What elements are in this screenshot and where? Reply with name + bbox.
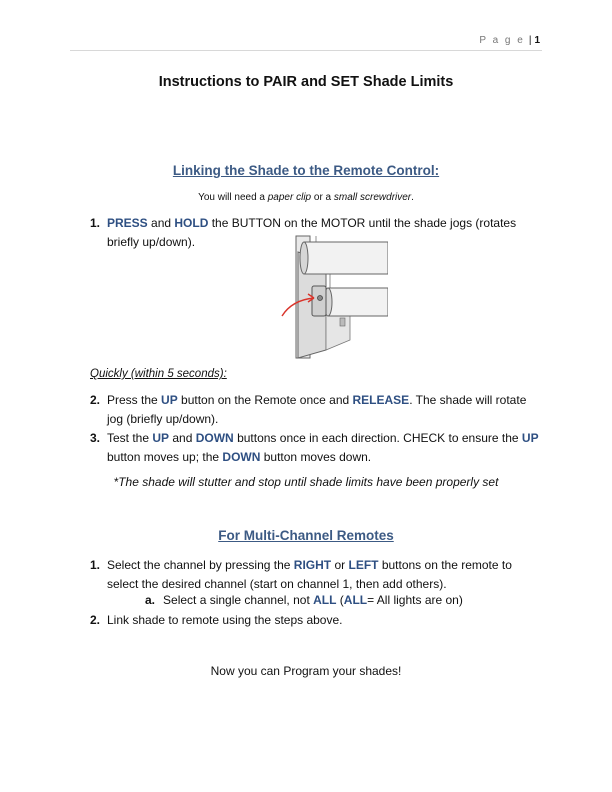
section-heading-linking: Linking the Shade to the Remote Control: bbox=[172, 163, 440, 178]
linking-step-3 bbox=[90, 429, 540, 467]
document-title: Instructions to PAIR and SET Shade Limits bbox=[158, 74, 454, 90]
stutter-warning: *The shade will stutter and stop until shade limits have been properly set bbox=[113, 475, 499, 489]
section-heading-multichannel: For Multi-Channel Remotes bbox=[218, 528, 394, 543]
step-text: Select the channel by pressing the RIGHT or LEFT buttons on the remote to select the desired channel (start on channel 1, then add others). bbox=[107, 558, 512, 591]
step-text: Link shade to remote using the steps above. bbox=[107, 613, 343, 627]
step-number: 3. bbox=[90, 431, 101, 445]
header-rule bbox=[70, 50, 542, 51]
multichannel-step-1 bbox=[90, 556, 540, 594]
substep-letter: a. bbox=[145, 593, 156, 607]
step-text: Press the UP button on the Remote once and RELEASE. The shade will rotate jog (briefly up/down). bbox=[107, 393, 527, 426]
multichannel-step-2 bbox=[90, 611, 540, 630]
page-label: P a g e bbox=[479, 35, 525, 46]
step-text: Test the UP and DOWN buttons once in each direction. CHECK to ensure the UP button moves up; the DOWN button moves down. bbox=[107, 431, 539, 464]
page-number: 1 bbox=[534, 35, 540, 46]
step-number: 2. bbox=[90, 393, 101, 407]
page-header bbox=[479, 35, 540, 46]
step-number: 1. bbox=[90, 558, 101, 572]
linking-step-2 bbox=[90, 391, 540, 429]
quickly-note: Quickly (within 5 seconds): bbox=[90, 368, 227, 380]
tools-note: You will need a paper clip or a small screwdriver. bbox=[198, 192, 414, 203]
step-number: 2. bbox=[90, 613, 101, 627]
step-number: 1. bbox=[90, 216, 101, 230]
page-separator: | bbox=[528, 35, 532, 46]
closing-line: Now you can Program your shades! bbox=[210, 664, 402, 678]
step-text: PRESS and HOLD the BUTTON on the MOTOR until the shade jogs (rotates briefly up/down). bbox=[107, 216, 517, 249]
multichannel-substep-a: a. Select a single channel, not ALL (ALL= All lights are on) bbox=[145, 593, 463, 607]
motor-button-illustration bbox=[278, 232, 388, 362]
